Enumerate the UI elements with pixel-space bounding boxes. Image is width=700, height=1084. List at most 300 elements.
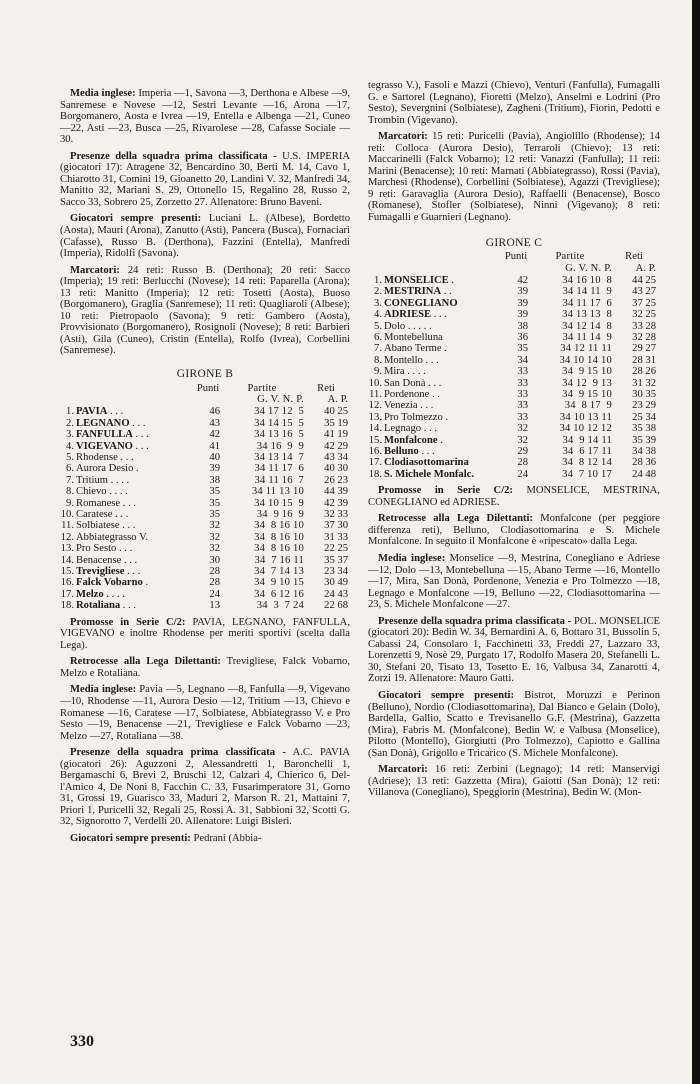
points-cell: 38 <box>517 320 528 332</box>
table-row <box>368 446 656 457</box>
table-row <box>368 435 656 446</box>
position-cell: 12. <box>60 531 74 543</box>
leader-dots: . . . . <box>404 366 426 378</box>
points-cell: 35 <box>517 343 528 355</box>
games-record-cell: 34 10 13 11 <box>559 411 612 423</box>
games-record-cell: 34 10 15 9 <box>254 497 304 509</box>
team-name: VIGEVANO <box>76 440 133 452</box>
goals-cell: 35 38 <box>632 423 656 435</box>
leader-dots: . . . . <box>108 474 130 486</box>
goals-cell: 31 33 <box>324 531 348 543</box>
games-record-cell: 34 9 15 10 <box>562 366 612 378</box>
partite-header: Partite <box>247 382 277 394</box>
goals-cell: 40 30 <box>324 463 348 475</box>
position-cell: 13. <box>368 411 382 423</box>
table-subheader-row <box>368 263 656 275</box>
table-row <box>368 389 656 400</box>
marcatori-girone-a: Marcatori: 24 reti: Russo B. (Derthona); 20 reti: Sacco (Imperia); 19 reti: Berlucchi (Novese); 14 reti: Paparella (Arona); 13 reti: Manitto (Imperia); 12 reti: Tosetti (Aosta), Buoso (Borgomanero), Graglia (Sanremese); 11 reti: Quagliaroli (Albese); 10 reti: Pietropaolo (Savona); 9 reti: Gambero (Aosta), Provvisionato (Borgomanero), Rosignoli (Novese); 8 reti: Barbieri (Asti), Gila (Cuneo), Cristin (Entella), Rolfo (Ivrea), Corbellini (Sanremese). <box>60 264 350 357</box>
goals-cell: 22 68 <box>324 600 348 612</box>
ap-header: A. P. <box>635 262 656 274</box>
games-record-cell: 34 7 14 13 <box>254 566 304 578</box>
team-name-cell <box>76 555 196 566</box>
points-cell: 28 <box>209 577 220 589</box>
position-cell: 14. <box>60 554 74 566</box>
team-name-cell <box>384 355 504 366</box>
team-name-cell <box>384 446 504 457</box>
team-name: LEGNANO <box>76 417 130 429</box>
team-name: Caratese <box>76 509 113 521</box>
team-name: Abano Terme <box>384 343 442 355</box>
goals-cell: 26 23 <box>324 474 348 486</box>
media-inglese-girone-b: Media inglese: Pavia —5, Legnano —8, Fanfulla —9, Vigevano —10, Rhodense —11, Aurora Desio —12, Tritium —13, Chievo e Romanese —16, Caratese —17, Solbiatese, Abbiategrasso V. e Pro Sesto —19, Benacense —21, Trevigliese e Falck Vobarno —23, Melzo —27, Rotaliana —38. <box>60 684 350 742</box>
position-cell: 8. <box>374 354 382 366</box>
team-name: Pro Sesto <box>76 543 117 555</box>
team-name-cell <box>384 343 504 354</box>
team-name-cell <box>76 498 196 509</box>
table-header-row <box>368 251 656 262</box>
marcatori-girone-c: Marcatori: 16 reti: Zerbini (Legnago); 14 reti: Manservigi (Adriese); 13 reti: Gazzetta (Mira), Gaiotti (San Donà); 12 reti: Villanova (Conegliano), Speggiorin (Mestrina), Bedin W. (Mon- <box>368 764 660 799</box>
table-row <box>368 457 656 468</box>
team-name: Pro Tolmezzo <box>384 411 443 423</box>
presenze-girone-b: Presenze della squadra prima classificata - A.C. PAVIA (giocatori 26): Aguzzoni 2, Alessandretti 1, Baronchelli 1, Bergamaschi 6, Brevi 2, Bruschi 12, Calzari 4, Chierico 6, Dell'Amico 4, De Nonì 8, Facchin C. 33, Fusarimperatore 31, Gorno 31, Grossi 19, Guarisco 33, Maduri 2, Marson R. 21, Mattaini 7, Priori 1, Puricelli 32, Regali 25, Rossi A. 31, Sabbioni 32, Scotti G. 32, Signorotto 7, Verdelli 20. Allenatore: Luigi Bisleri. <box>60 747 350 828</box>
team-name: Monfalcone <box>384 434 438 446</box>
points-cell: 40 <box>209 452 220 464</box>
points-cell: 33 <box>517 377 528 389</box>
leader-dots: . . . <box>117 452 134 464</box>
goals-cell: 35 39 <box>632 434 656 446</box>
left-paragraphs-top <box>60 88 350 357</box>
leader-dots: V. <box>136 531 148 543</box>
team-name-cell <box>384 389 504 400</box>
table-row <box>60 577 348 588</box>
leader-dots: . <box>142 577 149 589</box>
points-cell: 39 <box>517 309 528 321</box>
table-row <box>60 520 348 531</box>
leader-dots: . . <box>429 388 440 400</box>
table-row <box>60 509 348 520</box>
team-name: Mira <box>384 366 405 378</box>
table-row <box>368 400 656 411</box>
team-name: Rhodense <box>76 452 118 464</box>
team-name: Falck Vobarno <box>76 577 143 589</box>
points-cell: 33 <box>517 400 528 412</box>
games-record-cell: 34 11 17 6 <box>562 297 612 309</box>
table-row <box>60 441 348 452</box>
position-cell: 18. <box>60 600 74 612</box>
team-name-cell <box>384 298 504 309</box>
goals-cell: 35 37 <box>324 554 348 566</box>
team-name: Tritium <box>76 474 108 486</box>
team-name: Benacense <box>76 554 122 566</box>
table-row <box>368 286 656 297</box>
team-name: Clodiasottomarina <box>384 457 469 469</box>
team-name-cell <box>76 520 196 531</box>
points-cell: 33 <box>517 366 528 378</box>
team-name: Chievo <box>76 486 107 498</box>
points-cell: 35 <box>209 497 220 509</box>
team-name: Dolo <box>384 320 406 332</box>
leader-dots: . . . <box>132 429 149 441</box>
table-row <box>368 321 656 332</box>
position-cell: 11. <box>369 388 382 400</box>
games-record-cell: 34 8 16 10 <box>254 543 304 555</box>
table-row <box>60 498 348 509</box>
table-row <box>60 406 348 417</box>
leader-dots: . <box>448 274 455 286</box>
team-name: Rotaliana <box>76 600 121 612</box>
games-record-cell: 34 12 9 13 <box>562 377 612 389</box>
position-cell: 6. <box>374 331 382 343</box>
games-record-cell: 34 12 11 11 <box>560 343 612 355</box>
leader-dots: . . . . <box>106 486 128 498</box>
promosse-girone-c: Promosse in Serie C/2: MONSELICE, MESTRINA, CONEGLIANO ed ADRIESE. <box>368 485 660 508</box>
points-cell: 35 <box>209 509 220 521</box>
points-cell: 33 <box>517 411 528 423</box>
goals-cell: 40 25 <box>324 406 348 418</box>
goals-cell: 25 34 <box>632 411 656 423</box>
points-cell: 34 <box>517 354 528 366</box>
team-name-cell <box>76 532 196 543</box>
team-name: Montebelluna <box>384 331 443 343</box>
leader-dots: . . . <box>124 566 141 578</box>
points-cell: 32 <box>517 434 528 446</box>
table-row <box>368 343 656 354</box>
team-name-cell <box>384 412 504 423</box>
team-name: ADRIESE <box>384 309 432 321</box>
team-name-cell <box>384 309 504 320</box>
table-subheader-row <box>60 394 348 406</box>
goals-cell: 30 49 <box>324 577 348 589</box>
page-number: 330 <box>70 1033 94 1050</box>
leader-dots: . . . . . <box>405 320 432 332</box>
position-cell: 4. <box>66 440 74 452</box>
games-record-cell: 34 13 13 8 <box>562 309 612 321</box>
team-name-cell <box>76 429 196 440</box>
leader-dots: . . . <box>116 543 133 555</box>
goals-cell: 44 25 <box>632 274 656 286</box>
marcatori-girone-b: Marcatori: 15 reti: Puricelli (Pavia), Angiolillo (Rhodense); 14 reti: Colloca (Aurora Desio), Terraroli (Chievo); 13 reti: Maccarinelli (Falck Vobarno); 12 reti: Vanazzi (Fanfulla); 11 reti: Marini (Benacense); 10 reti: Marnati (Abbiategrasso), Rossi (Pavia), Marchesi (Rhodense), Corbellini (Solbiatese), Agazzi (Trevigliese); 9 reti: Garavaglia (Aurora Desio), Raffaelli (Benacense), Bosco (Romanese), Stofler (Solbiatese), Ninni (Vigevano); 8 reti: Fumagalli e Guarnieri (Legnano). <box>368 131 660 224</box>
position-cell: 10. <box>60 509 74 521</box>
leader-dots: . . . <box>132 440 149 452</box>
position-cell: 2. <box>374 286 382 298</box>
team-name-cell <box>76 509 196 520</box>
goals-cell: 31 32 <box>632 377 656 389</box>
team-name: Aurora Desio <box>76 463 134 475</box>
team-name: Solbiatese <box>76 520 120 532</box>
sempre-presenti-girone-a: Giocatori sempre presenti: Luciani L. (Albese), Bordetto (Aosta), Mauri (Arona), Zanutto (Asti), Pancera (Busca), Fornaciari (Cafasse), Russo B. (Derthona), Fazzini (Entella), Manfredi (Imperia), Ridolfi (Savona). <box>60 213 350 260</box>
table-row <box>368 298 656 309</box>
team-name-cell <box>384 366 504 377</box>
table-row <box>368 423 656 434</box>
goals-cell: 34 38 <box>632 446 656 458</box>
games-record-cell: 34 11 14 9 <box>562 331 612 343</box>
leader-dots: . . . <box>418 446 435 458</box>
position-cell: 13. <box>60 543 74 555</box>
team-name: Pordenone <box>384 388 430 400</box>
games-record-cell: 34 16 10 8 <box>562 274 612 286</box>
goals-cell: 28 26 <box>632 366 656 378</box>
table-row <box>368 309 656 320</box>
points-cell: 24 <box>209 588 220 600</box>
goals-cell: 43 34 <box>324 452 348 464</box>
position-cell: 5. <box>66 452 74 464</box>
table-row <box>60 418 348 429</box>
leader-dots: . <box>133 463 139 475</box>
points-cell: 42 <box>209 429 220 441</box>
team-name-cell <box>76 589 196 600</box>
retrocesse-girone-c: Retrocesse alla Lega Dilettanti: Monfalcone (per peggiore differenza reti), Belluno, Clodiasottomarina e S. Michele Monfalcone. In seguito il Monfalcone è «ripescato» dalla Lega. <box>368 513 660 548</box>
table-row <box>368 412 656 423</box>
games-record-cell: 34 6 17 11 <box>562 446 612 458</box>
leader-dots: . <box>442 411 449 423</box>
leader-dots: . . <box>441 286 452 298</box>
position-cell: 9. <box>66 497 74 509</box>
gvnp-header: G. V. N. P. <box>565 262 612 274</box>
team-name-cell <box>384 321 504 332</box>
punti-header: Punti <box>196 382 220 394</box>
team-name: Trevigliese <box>76 566 125 578</box>
team-name-cell <box>76 543 196 554</box>
table-row <box>368 355 656 366</box>
leader-dots: . . . <box>120 600 137 612</box>
points-cell: 33 <box>517 388 528 400</box>
team-name: MONSELICE <box>384 274 449 286</box>
team-name: PAVIA <box>76 406 108 418</box>
team-name: Melzo <box>76 588 104 600</box>
table-row <box>60 589 348 600</box>
position-cell: 3. <box>374 297 382 309</box>
goals-cell: 37 30 <box>324 520 348 532</box>
position-cell: 14. <box>368 423 382 435</box>
games-record-cell: 34 8 12 14 <box>562 457 612 469</box>
sempre-presenti-girone-b: Giocatori sempre presenti: Pedrani (Abbia- <box>70 833 262 844</box>
points-cell: 39 <box>209 463 220 475</box>
position-cell: 12. <box>368 400 382 412</box>
table-row <box>60 566 348 577</box>
leader-dots: . . . <box>431 309 447 321</box>
points-cell: 41 <box>209 440 220 452</box>
points-cell: 36 <box>517 331 528 343</box>
points-cell: 42 <box>517 274 528 286</box>
position-cell: 11. <box>61 520 74 532</box>
presenze-girone-c: Presenze della squadra prima classificata - POL. MONSELICE (giocatori 20): Bedin W. 34, Bernardini A. 6, Bottaro 31, Bussolin 5, Cabassi 24, Consolaro 1, Facchinetti 33, Freddi 27, Lazzaro 33, Lorenzetti 9, Nosè 29, Purgato 17, Rodolfo Masera 20, Stefanelli L. 30, Stefani 20, Tisato 13, Tosetto E. 16, Valbusa 34, Zanarotti 4, Zorzi 19. Allenatore: Mauro Gatti. <box>368 615 661 685</box>
goals-cell: 32 33 <box>324 509 348 521</box>
games-record-cell: 34 7 10 17 <box>562 468 612 480</box>
left-column <box>60 88 350 850</box>
girone-c-standings-table <box>368 251 656 480</box>
team-name: CONEGLIANO <box>384 297 458 309</box>
girone-b-title: GIRONE B <box>176 368 234 381</box>
table-row <box>60 486 348 497</box>
games-record-cell: 34 11 16 7 <box>254 474 304 486</box>
table-row <box>368 332 656 343</box>
points-cell: 35 <box>209 486 220 498</box>
position-cell: 1. <box>66 406 74 418</box>
table-row <box>60 555 348 566</box>
sempre-presenti-girone-b-continued: tegrasso V.), Fasoli e Mazzi (Chievo), Venturi (Fanfulla), Fumagalli G. e Sartorel (Legnano), Fioretti (Melzo), Anselmi e Lodrini (Pro Sesto), Severgnini (Solbiatese), Zagheni (Tritium), Fiorin, Pedotti e Trombin (Vigevano). <box>368 80 660 126</box>
position-cell: 18. <box>368 468 382 480</box>
team-name: San Donà <box>384 377 426 389</box>
team-name-cell <box>76 486 196 497</box>
position-cell: 16. <box>368 446 382 458</box>
team-name-cell <box>76 463 196 474</box>
games-record-cell: 34 7 16 11 <box>254 554 304 566</box>
goals-cell: 44 39 <box>324 486 348 498</box>
games-record-cell: 34 3 7 24 <box>256 600 304 612</box>
table-row <box>60 600 348 611</box>
goals-cell: 23 29 <box>632 400 656 412</box>
team-name: Abbiategrasso <box>76 531 137 543</box>
team-name-cell <box>384 435 504 446</box>
games-record-cell: 34 10 14 10 <box>559 354 612 366</box>
points-cell: 39 <box>517 297 528 309</box>
ap-header: A. P. <box>327 393 348 405</box>
position-cell: 16. <box>60 577 74 589</box>
position-cell: 2. <box>66 417 74 429</box>
goals-cell: 23 34 <box>324 566 348 578</box>
games-record-cell: 34 8 16 10 <box>254 531 304 543</box>
position-cell: 4. <box>374 309 382 321</box>
team-name-cell <box>384 275 504 286</box>
leader-dots: . . . <box>425 377 442 389</box>
right-column <box>368 80 660 804</box>
games-record-cell: 34 8 16 10 <box>254 520 304 532</box>
games-record-cell: 34 9 15 10 <box>562 388 612 400</box>
girone-c-title: GIRONE C <box>485 236 543 249</box>
team-name-cell <box>76 475 196 486</box>
position-cell: 9. <box>374 366 382 378</box>
points-cell: 32 <box>209 543 220 555</box>
points-cell: 32 <box>209 520 220 532</box>
team-name-cell <box>384 469 504 480</box>
leader-dots: . <box>441 343 447 355</box>
position-cell: 3. <box>66 429 74 441</box>
table-row <box>60 543 348 554</box>
team-name-cell <box>76 577 196 588</box>
points-cell: 32 <box>209 531 220 543</box>
goals-cell: 42 39 <box>324 497 348 509</box>
points-cell: 28 <box>517 457 528 469</box>
points-cell: 13 <box>209 600 220 612</box>
team-name-cell <box>76 418 196 429</box>
position-cell: 8. <box>66 486 74 498</box>
table-header-row <box>60 383 348 394</box>
team-name: FANFULLA <box>76 429 133 441</box>
retrocesse-girone-b: Retrocesse alla Lega Dilettanti: Trevigliese, Falck Vobarno, Melzo e Rotaliana. <box>60 656 350 679</box>
sempre-presenti-girone-c: Giocatori sempre presenti: Bistrot, Moruzzi e Perinon (Belluno), Nordio (Clodiasottomarina), Dal Bianco e Gelain (Dolo), Bardella, Gallio, Scatto e Trevisanello G.F. (Mestrina), Gazzetta (Mira), Fabris M. (Monfalcone), Bedin W. e Valbusa (Monselice), Pilotto (Montello), Giorgiutti (Pro Tolmezzo), Capiotto e Gallina (San Donà), Grigollo e Tricarico (S. Michele Monfalcone). <box>368 689 660 759</box>
leader-dots: . . . . <box>103 588 125 600</box>
team-name-cell <box>76 441 196 452</box>
points-cell: 38 <box>209 474 220 486</box>
position-cell: 5. <box>374 320 382 332</box>
team-name: Montello <box>384 354 423 366</box>
goals-cell: 22 25 <box>324 543 348 555</box>
table-row <box>368 275 656 286</box>
left-paragraphs-bottom <box>60 617 350 845</box>
table-row <box>368 469 656 480</box>
team-name: Belluno <box>384 446 419 458</box>
goals-cell: 42 29 <box>324 440 348 452</box>
leader-dots: . . . <box>421 423 437 435</box>
games-record-cell: 34 8 17 9 <box>564 400 612 412</box>
points-cell: 39 <box>517 286 528 298</box>
team-name-cell <box>384 457 504 468</box>
goals-cell: 29 27 <box>632 343 656 355</box>
team-name: Legnago <box>384 423 422 435</box>
games-record-cell: 34 9 14 11 <box>562 434 612 446</box>
goals-cell: 28 31 <box>632 354 656 366</box>
team-name-cell <box>76 406 196 417</box>
points-cell: 24 <box>517 468 528 480</box>
leader-dots: . . . <box>121 554 138 566</box>
goals-cell: 33 28 <box>632 320 656 332</box>
games-record-cell: 34 9 16 9 <box>256 509 304 521</box>
leader-dots: . . . <box>129 417 146 429</box>
table-row <box>60 452 348 463</box>
table-row <box>60 532 348 543</box>
position-cell: 7. <box>66 474 74 486</box>
media-inglese-girone-c: Media inglese: Monselice —9, Mestrina, Conegliano e Adriese —12, Dolo —13, Montebelluna —15, Abano Terme —16, Montello —17, Mira, San Donà, Pordenone, Venezia e Pro Tolmezzo —18, Legnago e Monfalcone —19, Belluno —22, Clodiasottomarina —23, S. Michele Monfalcone —27. <box>368 552 660 611</box>
presenze-girone-a: Presenze della squadra prima classificata - U.S. IMPERIA (giocatori 17): Atragene 32, Bencardino 30, Berti M. 14, Cavo 1, Chiarotto 31, Comini 19, Gioanetto 20, Landini V. 32, Manfredi 34, Manitto 32, Mariani S. 29, Ottonello 15, Regalino 28, Russo 2, Sacco 33, Sobrero 25, Zorzetto 27. Allenatore: Bruno Baveni. <box>60 150 350 208</box>
team-name-cell <box>384 400 504 411</box>
points-cell: 28 <box>209 566 220 578</box>
position-cell: 17. <box>60 588 74 600</box>
games-record-cell: 34 14 15 5 <box>254 417 304 429</box>
goals-cell: 41 19 <box>324 429 348 441</box>
table-row <box>368 378 656 389</box>
team-name: Venezia <box>384 400 418 412</box>
team-name-cell <box>76 452 196 463</box>
promosse-girone-b: Promosse in Serie C/2: PAVIA, LEGNANO, FANFULLA, VIGEVANO e inoltre Rhodense per meriti sportivi (scelta dalla Lega). <box>60 616 350 651</box>
goals-cell: 32 25 <box>632 309 656 321</box>
goals-cell: 35 19 <box>324 417 348 429</box>
team-name: MESTRINA <box>384 286 442 298</box>
position-cell: 7. <box>374 343 382 355</box>
goals-cell: 24 43 <box>324 588 348 600</box>
team-name-cell <box>384 332 504 343</box>
leader-dots: . . . <box>119 520 136 532</box>
games-record-cell: 34 12 14 8 <box>562 320 612 332</box>
points-cell: 46 <box>209 406 220 418</box>
games-record-cell: 34 13 16 5 <box>254 429 304 441</box>
games-record-cell: 34 9 10 15 <box>254 577 304 589</box>
games-record-cell: 34 6 12 16 <box>254 588 304 600</box>
points-cell: 43 <box>209 417 220 429</box>
games-record-cell: 34 17 12 5 <box>254 406 304 418</box>
leader-dots: . . . <box>120 497 137 509</box>
goals-cell: 43 27 <box>632 286 656 298</box>
goals-cell: 37 25 <box>632 297 656 309</box>
points-cell: 32 <box>517 423 528 435</box>
team-name-cell <box>384 423 504 434</box>
media-inglese-girone-a: Media inglese: Imperia —1, Savona —3, Derthona e Albese —9, Sanremese e Novese —12, Sestri Levante —16, Arona —17, Borgomanero, Aosta e Ivrea —19, Entella e Albenga —21, Cuneo —22, Asti —23, Busca —25, Rivarolese —28, Cafasse Sociale —30. <box>60 88 350 146</box>
leader-dots: . . . <box>107 406 124 418</box>
leader-dots: . . . <box>422 354 439 366</box>
games-record-cell: 34 10 12 12 <box>559 423 612 435</box>
games-record-cell: 34 13 14 7 <box>254 452 304 464</box>
girone-b-standings-table <box>60 383 348 612</box>
position-cell: 15. <box>368 434 382 446</box>
table-row <box>60 475 348 486</box>
partite-header: Partite <box>555 251 585 263</box>
games-record-cell: 34 11 13 10 <box>251 486 304 498</box>
gvnp-header: G. V. N. P. <box>257 393 304 405</box>
goals-cell: 32 28 <box>632 331 656 343</box>
goals-cell: 28 36 <box>632 457 656 469</box>
leader-dots: . . . <box>112 509 129 521</box>
team-name-cell <box>384 378 504 389</box>
team-name: Romanese <box>76 497 121 509</box>
